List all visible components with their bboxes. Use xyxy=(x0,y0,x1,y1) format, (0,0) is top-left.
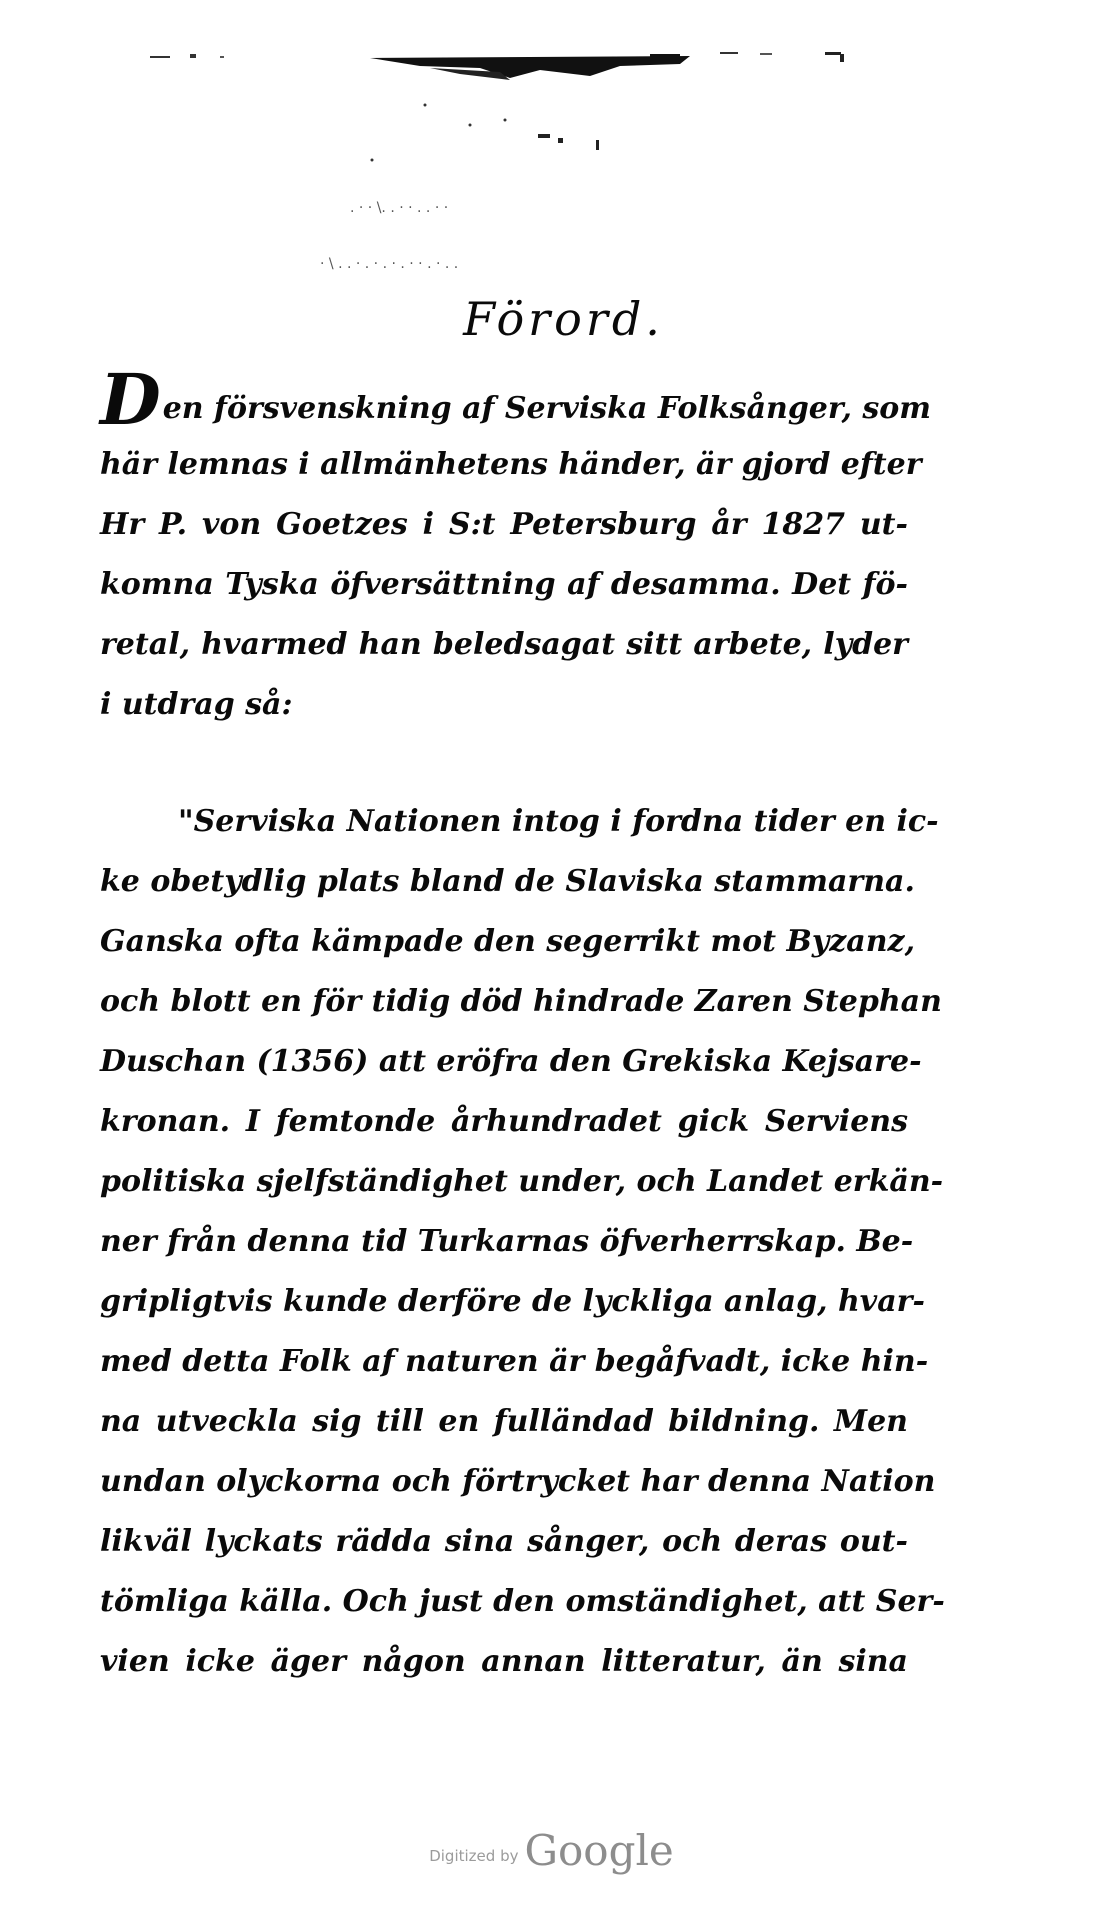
quote-line: ner från denna tid Turkarnas öfverherrskap. Be- xyxy=(100,1224,914,1259)
svg-text:· \ . . · . ·: · \ . . · . · . · . · · . · . . xyxy=(320,256,459,272)
intro-line: i utdrag så: xyxy=(100,687,293,722)
google-logo: Google xyxy=(524,1826,674,1875)
quote-line: "Serviska Nationen intog i fordna tider en ic- xyxy=(178,804,939,839)
drop-cap: D xyxy=(100,358,161,441)
quote-line: undan olyckorna och förtrycket har denna Nation xyxy=(100,1464,936,1499)
intro-line: komna Tyska öfversättning af desamma. Det fö- xyxy=(100,567,908,602)
quote-line: gripligtvis kunde derföre de lyckliga anlag, hvar- xyxy=(100,1284,925,1319)
quote-line: Ganska ofta kämpade den segerrikt mot Byzanz, xyxy=(100,924,916,959)
scan-specks xyxy=(150,40,1050,320)
digitized-by-label: Digitized by xyxy=(429,1847,519,1865)
quote-paragraph xyxy=(100,792,945,1692)
intro-paragraph xyxy=(100,358,932,735)
quote-line: likväl lyckats rädda sina sånger, och deras out- xyxy=(100,1524,908,1559)
quote-line: politiska sjelfständighet under, och Landet erkän- xyxy=(100,1164,944,1199)
digitization-watermark xyxy=(0,1826,1103,1875)
intro-line-1 xyxy=(100,358,932,441)
intro-line: retal, hvarmed han beledsagat sitt arbete, lyder xyxy=(100,627,908,662)
quote-line: na utveckla sig till en fulländad bildning. Men xyxy=(100,1404,908,1439)
intro-line: Hr P. von Goetzes i S:t Petersburg år 1827 ut- xyxy=(100,507,908,542)
quote-line: och blott en för tidig död hindrade Zaren Stephan xyxy=(100,984,942,1019)
quote-line: vien icke äger någon annan litteratur, än sina xyxy=(100,1644,908,1679)
quote-line: kronan. I femtonde århundradet gick Serviens xyxy=(100,1104,908,1139)
quote-line: Duschan (1356) att eröfra den Grekiska Kejsare- xyxy=(100,1044,922,1079)
quote-line: ke obetydlig plats bland de Slaviska stammarna. xyxy=(100,864,915,899)
intro-line: här lemnas i allmänhetens händer, är gjord efter xyxy=(100,447,922,482)
quote-line: tömliga källa. Och just den omständighet, att Ser- xyxy=(100,1584,945,1619)
intro-line-1-text: en försvenskning af Serviska Folksånger, som xyxy=(162,391,932,426)
svg-text:. · · \. . · · . . · ·: . · · \. . · · . . · · xyxy=(350,200,449,216)
quote-line: med detta Folk af naturen är begåfvadt, icke hin- xyxy=(100,1344,929,1379)
page-heading: Förord. xyxy=(463,292,664,346)
